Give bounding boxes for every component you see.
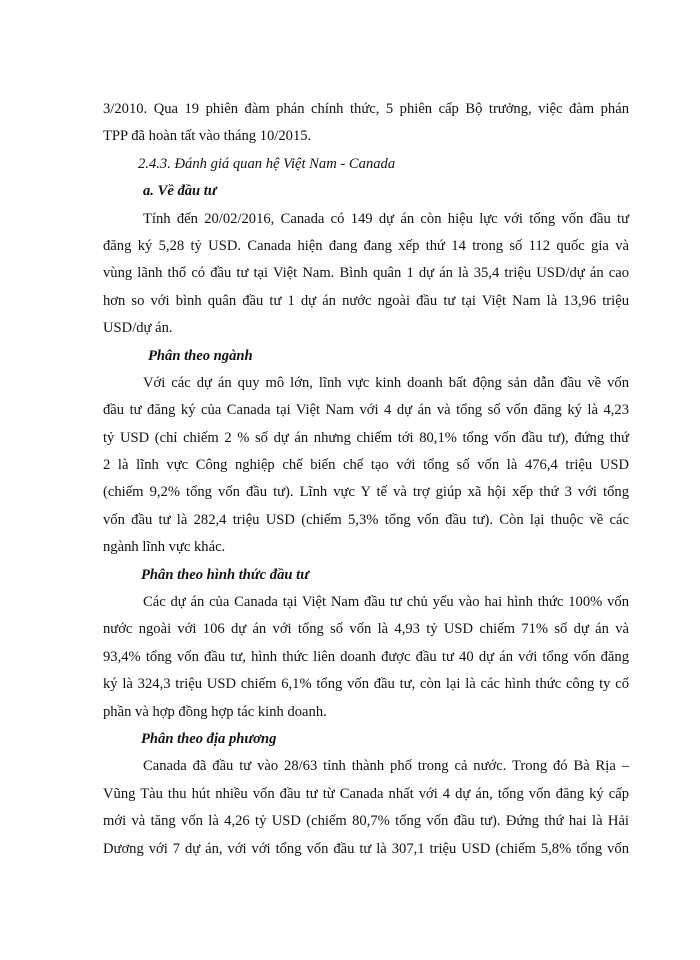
text-line: Canada đã đầu tư vào 28/63 tỉnh thành phố trong cả nước. Trong đó Bà Rịa –: [143, 758, 629, 775]
text-line: hơn so với bình quân đầu tư 1 dự án nước ngoài đầu tư tại Việt Nam là 13,96 triệu: [103, 292, 629, 309]
text-line: Các dự án của Canada tại Việt Nam đầu tư chủ yếu vào hai hình thức 100% vốn: [143, 594, 629, 611]
subsection-heading-investment: a. Về đầu tư: [143, 183, 217, 200]
investment-form-paragraph: [103, 589, 629, 726]
text-line: TPP đã hoàn tất vào tháng 10/2015.: [103, 128, 312, 145]
text-line: đăng ký 5,28 tỷ USD. Canada hiện đang đang xếp thứ 14 trong số 112 quốc gia và: [103, 237, 629, 254]
heading-by-investment-form: Phân theo hình thức đầu tư: [141, 566, 309, 583]
text-line: 93,4% tổng vốn đầu tư, hình thức liên doanh được đầu tư 40 dự án với tổng vốn đăng: [103, 648, 629, 665]
region-paragraph: [103, 753, 629, 863]
text-line: ngành lĩnh vực khác.: [103, 539, 226, 556]
document-page: [103, 96, 629, 863]
heading-by-sector: Phân theo ngành: [148, 347, 253, 364]
text-line: tỷ USD (chỉ chiếm 2 % số dự án nhưng chiếm tới 80,1% tổng vốn đầu tư), đứng thứ: [103, 429, 629, 446]
text-line: vùng lãnh thổ có đầu tư tại Việt Nam. Bình quân 1 dự án là 35,4 triệu USD/dự án cao: [103, 265, 629, 282]
text-line: Vũng Tàu thu hút nhiều vốn đầu tư từ Canada nhất với 4 dự án, tổng vốn đăng ký cấp: [103, 785, 629, 802]
intro-paragraph: [103, 96, 629, 151]
text-line: 2 là lĩnh vực Công nghiệp chế biến chế tạo với tổng số vốn là 476,4 triệu USD: [103, 457, 629, 474]
text-line: vốn đầu tư là 282,4 triệu USD (chiếm 5,3% tổng vốn đầu tư). Còn lại thuộc về các: [103, 511, 629, 528]
text-line: Tính đến 20/02/2016, Canada có 149 dự án còn hiệu lực với tổng vốn đầu tư: [143, 210, 629, 227]
investment-paragraph: [103, 206, 629, 343]
text-line: Dương với 7 dự án, với với tổng vốn đầu tư là 307,1 triệu USD (chiếm 5,8% tổng vốn: [103, 840, 629, 857]
sector-paragraph: [103, 370, 629, 562]
text-line: 3/2010. Qua 19 phiên đàm phán chính thức, 5 phiên cấp Bộ trưởng, việc đàm phán: [103, 101, 629, 117]
text-line: USD/dự án.: [103, 320, 173, 337]
text-line: nước ngoài với 106 dự án với tổng số vốn là 4,93 tỷ USD chiếm 71% số dự án và: [103, 621, 629, 638]
text-line: Với các dự án quy mô lớn, lĩnh vực kinh doanh bất động sản dẫn đầu về vốn: [143, 374, 629, 391]
text-line: mới và tăng vốn là 4,26 tỷ USD (chiếm 80,7% tổng vốn đầu tư). Đứng thứ hai là Hải: [103, 813, 629, 830]
text-line: phần và hợp đồng hợp tác kinh doanh.: [103, 703, 327, 720]
section-title: 2.4.3. Đánh giá quan hệ Việt Nam - Canada: [138, 155, 396, 172]
text-line: đầu tư đăng ký của Canada tại Việt Nam với 4 dự án và tổng số vốn đăng ký là 4,23: [103, 402, 629, 419]
text-line: (chiếm 9,2% tổng vốn đầu tư). Lĩnh vực Y tế và trợ giúp xã hội xếp thứ 3 với tổng: [103, 484, 629, 501]
text-line: ký là 324,3 triệu USD chiếm 6,1% tổng vốn đầu tư, còn lại là các hình thức công ty cổ: [103, 676, 629, 693]
heading-by-region: Phân theo địa phương: [141, 730, 277, 747]
